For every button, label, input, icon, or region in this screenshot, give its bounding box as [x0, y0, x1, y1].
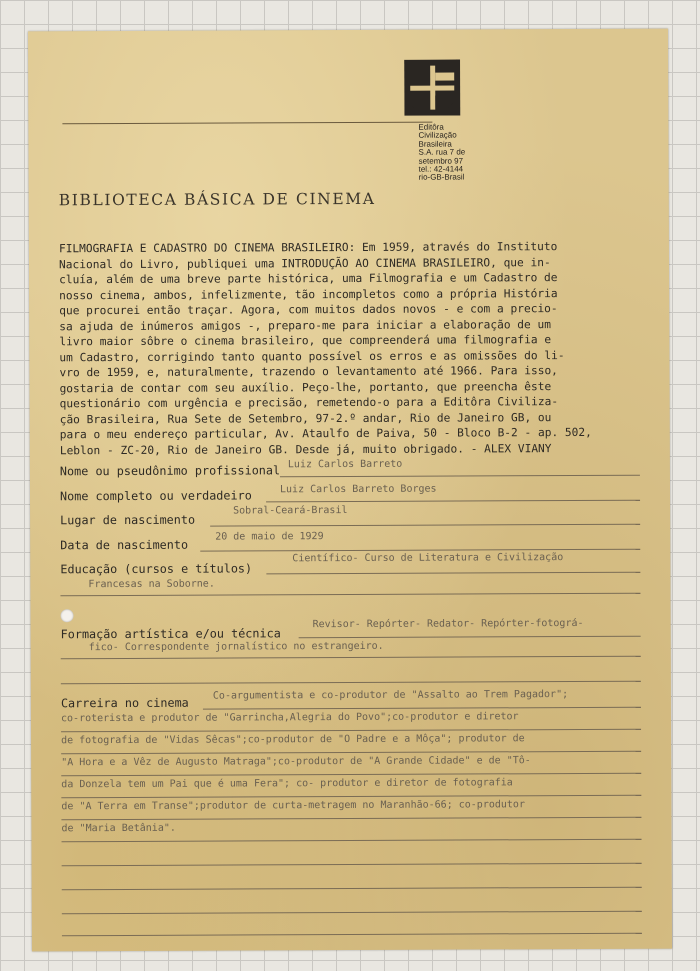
header-rule [62, 122, 432, 125]
fullname-label: Nome completo ou verdadeiro [59, 488, 252, 504]
intro-line: para o meu endereço particular, Av. Ataulfo de Paiva, 50 - Bloco B-2 - ap. 502, [59, 425, 592, 442]
career-value-line: de "A Terra em Transe";produtor de curta-metragem no Maranhão-66; co-produtor [61, 799, 525, 813]
intro-line: Leblon - ZC-20, Rio de Janeiro GB. Desde já, muito obrigado. - ALEX VIANY [59, 441, 552, 457]
training-line-2 [61, 656, 641, 660]
career-rule [61, 773, 641, 777]
name-line [280, 475, 640, 478]
intro-line: nosso cinema, ambos, infelizmente, tão incompletos como a própria História [59, 286, 558, 302]
intro-line: gostaria de contar com seu auxílio. Peço-lhe, portanto, que preencha êste [59, 379, 552, 395]
intro-line: sa ajuda de inúmeros amigos -, preparo-me para iniciar a elaboração de um [59, 317, 551, 333]
education-value-continued: Francesas na Soborne. [88, 578, 215, 591]
intro-line: ção Brasileira, Rua Sete de Setembro, 97-2.º andar, Rio de Janeiro GB, ou [59, 410, 552, 426]
blank-line [61, 681, 641, 685]
fullname-value: Luiz Carlos Barreto Borges [279, 483, 437, 496]
training-line [299, 636, 641, 638]
training-label: Formação artística e/ou técnica [60, 626, 281, 642]
birthplace-value: Sobral-Ceará-Brasil [233, 505, 348, 517]
blank-line [62, 911, 642, 915]
name-label: Nome ou pseudônimo profissional [59, 463, 281, 479]
blank-line [62, 863, 642, 867]
name-value: Luiz Carlos Barreto [287, 458, 403, 471]
page-title: BIBLIOTECA BÁSICA DE CINEMA [58, 189, 376, 210]
education-value: Científico- Curso de Literatura e Civilização [292, 552, 564, 565]
career-label: Carreira no cinema [60, 695, 189, 711]
intro-line: vro de 1959, e, naturalmente, trazendo o levantamento até 1966. Para isso, [59, 364, 558, 380]
training-value-continued: fico- Correspondente jornalístico no estrangeiro. [88, 640, 384, 654]
career-value-line: de fotografia de "Vidas Sêcas";co-produtor de "O Padre e a Môça"; produtor de [61, 733, 525, 747]
blank-line [62, 887, 642, 891]
intro-line: Nacional do Livro, publiquei uma INTRODUÇÃO AO CINEMA BRASILEIRO, que in- [58, 255, 551, 271]
career-rule [61, 795, 641, 799]
questionnaire-sheet [28, 29, 672, 952]
publisher-line: S.A. rua 7 de [418, 147, 466, 157]
birthdate-line [200, 549, 640, 552]
career-value-line: "A Hora e a Vêz de Augusto Matraga";co-produtor de "A Grande Cidade" e de "Tô- [61, 755, 531, 769]
education-line-2 [60, 593, 640, 597]
birthplace-line [210, 524, 640, 527]
career-rule [61, 817, 641, 821]
punch-hole [61, 609, 74, 622]
birthdate-label: Data de nascimento [60, 537, 189, 553]
intro-paragraph [59, 239, 672, 459]
publisher-line: Editôra [418, 122, 444, 132]
career-value: Co-argumentista e co-produtor de "Assalto ao Trem Pagador"; [212, 689, 569, 702]
education-label: Educação (cursos e títulos) [60, 561, 253, 577]
intro-line: que procurei então traçar. Agora, com muitos dados novos - e com a precio- [59, 302, 558, 318]
editora-civilizacao-brasileira-logo [404, 60, 460, 116]
career-rule [61, 729, 641, 733]
training-value: Revisor- Repórter- Redator- Repórter-fotográ- [312, 617, 584, 631]
intro-line: um Cadastro, corrigindo tanto quanto possível os erros e as omissões do li- [59, 348, 565, 364]
publisher-address [418, 123, 465, 182]
career-value-line: da Donzela tem um Pai que é uma Fera"; co- produtor e diretor de fotografia [61, 777, 513, 791]
career-value-line: de "Maria Betânia". [61, 822, 176, 835]
publisher-line: rio-GB-Brasil [418, 172, 465, 183]
intro-line: questionário com urgência e precisão, remetendo-o para a Editôra Civiliza- [59, 395, 559, 411]
birthplace-label: Lugar de nascimento [60, 512, 196, 528]
publisher-line: Brasileira [418, 139, 452, 149]
career-line [203, 707, 641, 710]
publisher-line: Civilização [418, 130, 457, 141]
intro-line: FILMOGRAFIA E CADASTRO DO CINEMA BRASILEIRO: Em 1959, através do Instituto [58, 240, 558, 256]
career-value-line: co-roterista e produtor de "Garrincha,Alegria do Povo";co-produtor e diretor [60, 711, 519, 725]
publisher-line: setembro 97 [418, 156, 464, 166]
intro-line: livro maior sôbre o cinema brasileiro, que compreenderá uma filmografia e [59, 333, 552, 349]
fullname-line [266, 500, 640, 503]
birthdate-value: 20 de maio de 1929 [215, 531, 324, 543]
blank-line [62, 933, 642, 937]
career-rule [61, 751, 641, 755]
education-line [266, 572, 640, 575]
career-rule [62, 839, 642, 843]
intro-line: cluía, além de uma breve parte histórica, uma Filmografia e um Cadastro de [59, 271, 558, 287]
publisher-line: tel.: 42-4144 [418, 164, 464, 174]
